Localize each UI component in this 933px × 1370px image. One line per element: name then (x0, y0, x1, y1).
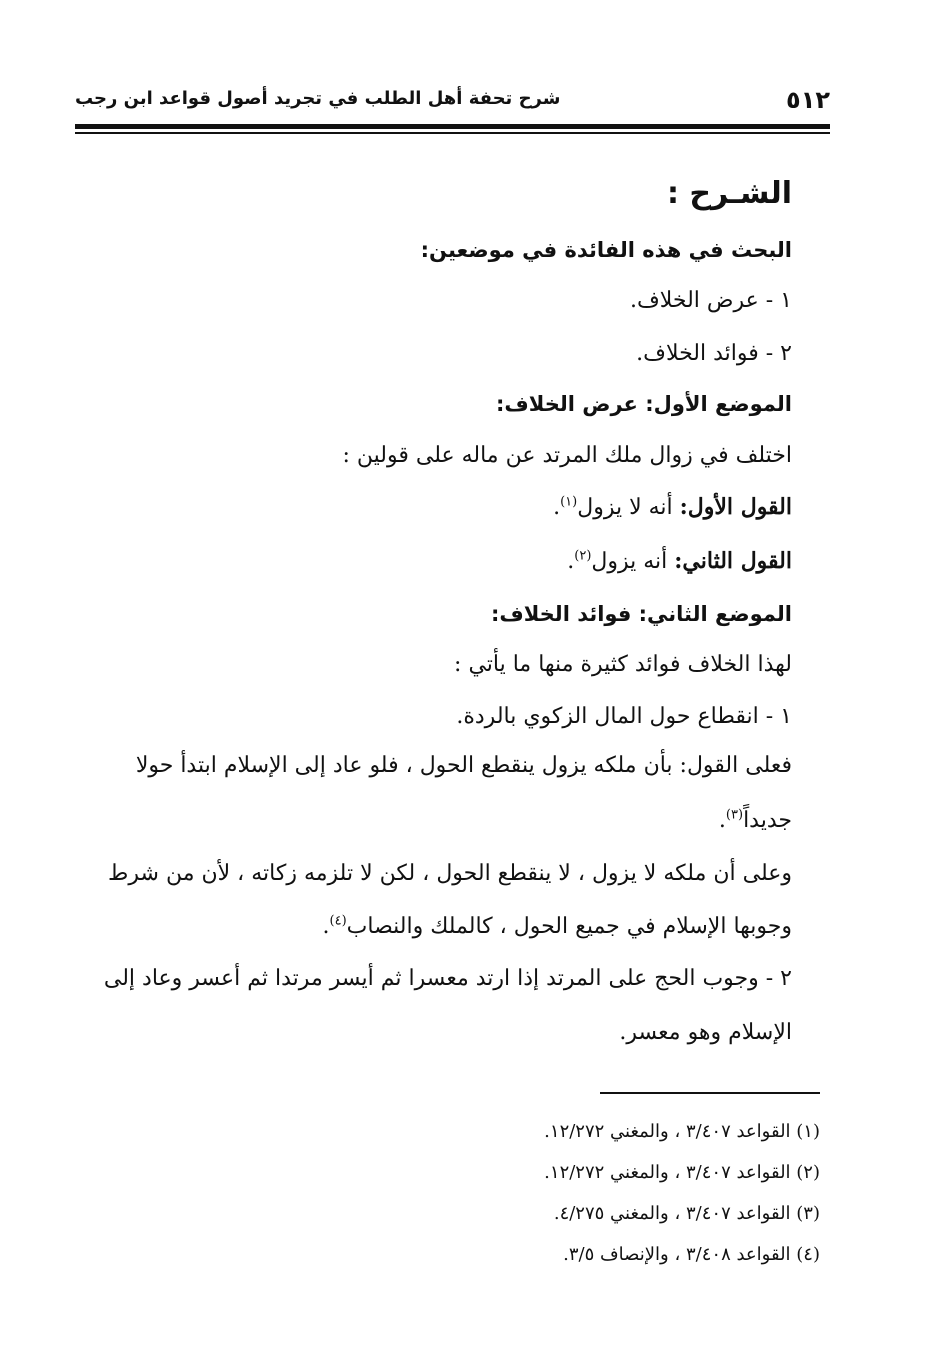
list-item-2: ٢ - فوائد الخلاف. (636, 341, 792, 366)
footnote-ref-2: (٢) (574, 548, 592, 564)
footnote-4: (٤) القواعد ٣/٤٠٨ ، والإنصاف ٣/٥. (563, 1244, 820, 1265)
footnote-ref-3: (٣) (725, 807, 744, 823)
main-text (80, 170, 792, 1047)
paragraph-2-line-1: وعلى أن ملكه لا يزول ، لا ينقطع الحول ، لكن لا تلزمه زكاته ، لأن من شرط (108, 861, 792, 886)
paragraph-2-line-2 (80, 913, 792, 941)
opinion-2-text: أنه يزول (591, 549, 668, 574)
intro-line: البحث في هذه الفائدة في موضعين: (420, 238, 792, 262)
paragraph-2-text: وجوبها الإسلام في جميع الحول ، كالملك والنصاب (346, 914, 792, 939)
footnotes (400, 1120, 820, 1284)
page-header (75, 80, 830, 116)
paragraph-1-end: . (718, 808, 726, 833)
section-2-title: الموضع الثاني: فوائد الخلاف: (490, 602, 792, 626)
benefit-2-line-2: الإسلام وهو معسر. (619, 1020, 792, 1045)
footnote-ref-1: (١) (560, 494, 578, 510)
footnote-ref-4: (٤) (329, 913, 347, 929)
paragraph-1-line-2 (80, 807, 792, 835)
footnote-separator (600, 1092, 820, 1094)
paragraph-1-line-1: فعلى القول: بأن ملكه يزول ينقطع الحول ، فلو عاد إلى الإسلام ابتدأ حولا (135, 753, 792, 778)
commentary-heading: الشـرح : (666, 176, 792, 211)
benefit-2-line-1: ٢ - وجوب الحج على المرتد إذا ارتد معسرا ثم أيسر مرتدا ثم أعسر وعاد إلى (103, 966, 792, 991)
benefit-1: ١ - انقطاع حول المال الزكوي بالردة. (456, 704, 792, 729)
section-1-title: الموضع الأول: عرض الخلاف: (495, 392, 792, 416)
footnote-1: (١) القواعد ٣/٤٠٧ ، والمغني ١٢/٢٧٢. (544, 1121, 820, 1142)
paragraph-1-text: جديداً (743, 808, 792, 833)
running-title: شرح تحفة أهل الطلب في تجريد أصول قواعد ابن رجب (75, 88, 561, 109)
list-item-1: ١ - عرض الخلاف. (629, 288, 792, 313)
opinion-1 (80, 493, 792, 522)
header-rule-thick (75, 124, 830, 129)
page-number: ٥١٢ (786, 86, 830, 114)
header-rule-thin (75, 132, 830, 134)
opinion-2-label: القول الثاني: (674, 548, 792, 574)
opinion-2 (80, 547, 792, 576)
section-2-intro: لهذا الخلاف فوائد كثيرة منها ما يأتي : (454, 652, 792, 677)
opinion-2-end: . (567, 549, 575, 574)
footnote-3: (٣) القواعد ٣/٤٠٧ ، والمغني ٤/٢٧٥. (553, 1203, 820, 1224)
section-1-intro: اختلف في زوال ملك المرتد عن ماله على قولين : (342, 443, 792, 468)
opinion-1-text: أنه لا يزول (577, 495, 673, 520)
footnote-2: (٢) القواعد ٣/٤٠٧ ، والمغني ١٢/٢٧٢. (544, 1162, 820, 1183)
opinion-1-end: . (553, 495, 561, 520)
paragraph-2-end: . (322, 914, 330, 939)
opinion-1-label: القول الأول: (679, 494, 792, 520)
